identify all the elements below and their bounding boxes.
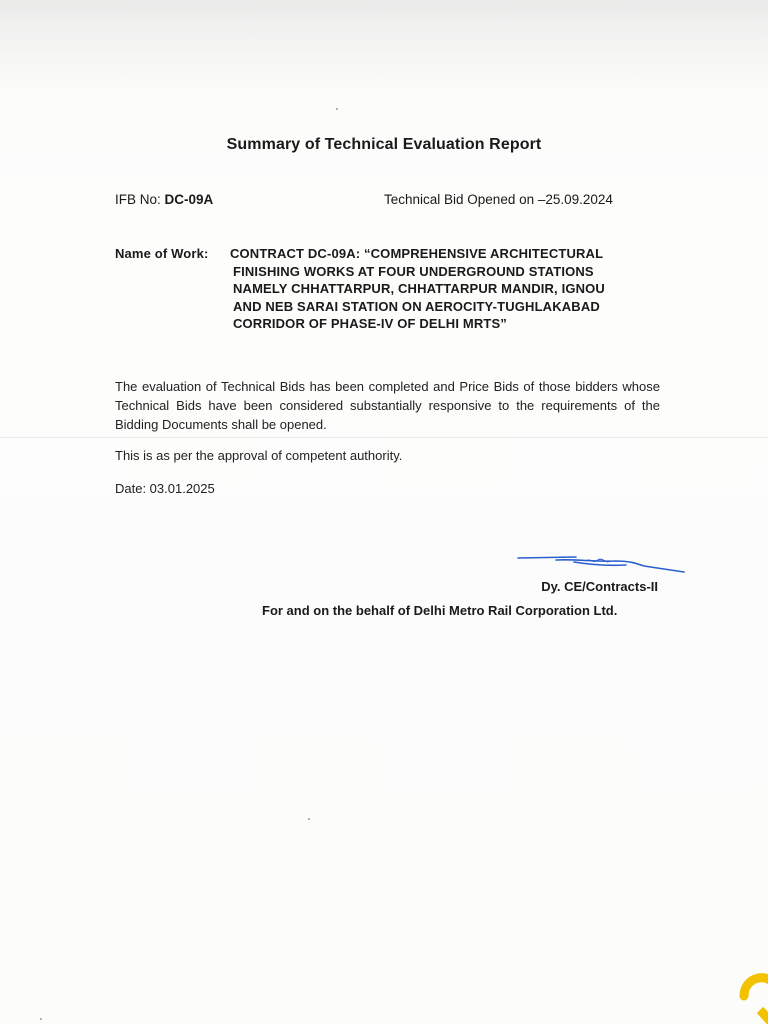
on-behalf-line: For and on the behalf of Delhi Metro Rail Corporation Ltd. bbox=[262, 603, 618, 618]
fold-line bbox=[0, 437, 768, 438]
report-title: Summary of Technical Evaluation Report bbox=[226, 136, 542, 153]
evaluation-paragraph: The evaluation of Technical Bids has been completed and Price Bids of those bidders whose Technical Bids have been considered substantially responsive to the requirements of the Bidding Documents shall be opened. bbox=[115, 379, 660, 432]
scan-speck bbox=[40, 1018, 42, 1020]
ifb-number bbox=[115, 192, 213, 207]
work-line: FINISHING WORKS AT FOUR UNDERGROUND STATIONS bbox=[233, 263, 594, 279]
scan-shadow bbox=[0, 0, 768, 90]
document-date: Date: 03.01.2025 bbox=[115, 481, 215, 496]
corner-mark bbox=[736, 966, 768, 1024]
work-line: NAMELY CHHATTARPUR, CHHATTARPUR MANDIR, IGNOU bbox=[233, 281, 605, 296]
approval-statement: This is as per the approval of competent authority. bbox=[115, 448, 403, 463]
ifb-label: IFB No: bbox=[115, 192, 161, 207]
signature bbox=[516, 552, 686, 578]
work-label: Name of Work: bbox=[115, 246, 209, 261]
work-line: AND NEB SARAI STATION ON AEROCITY-TUGHLAKABAD bbox=[233, 298, 600, 314]
scan-speck bbox=[336, 108, 338, 110]
work-line: CORRIDOR OF PHASE-IV OF DELHI MRTS” bbox=[233, 316, 507, 331]
scan-speck bbox=[308, 818, 310, 820]
work-lines bbox=[233, 245, 605, 333]
ifb-value: DC-09A bbox=[164, 192, 214, 207]
bid-opened-date: Technical Bid Opened on –25.09.2024 bbox=[384, 192, 613, 207]
signatory-designation: Dy. CE/Contracts-II bbox=[541, 579, 658, 594]
work-line: CONTRACT DC-09A: “COMPREHENSIVE ARCHITECTURAL bbox=[230, 246, 604, 261]
